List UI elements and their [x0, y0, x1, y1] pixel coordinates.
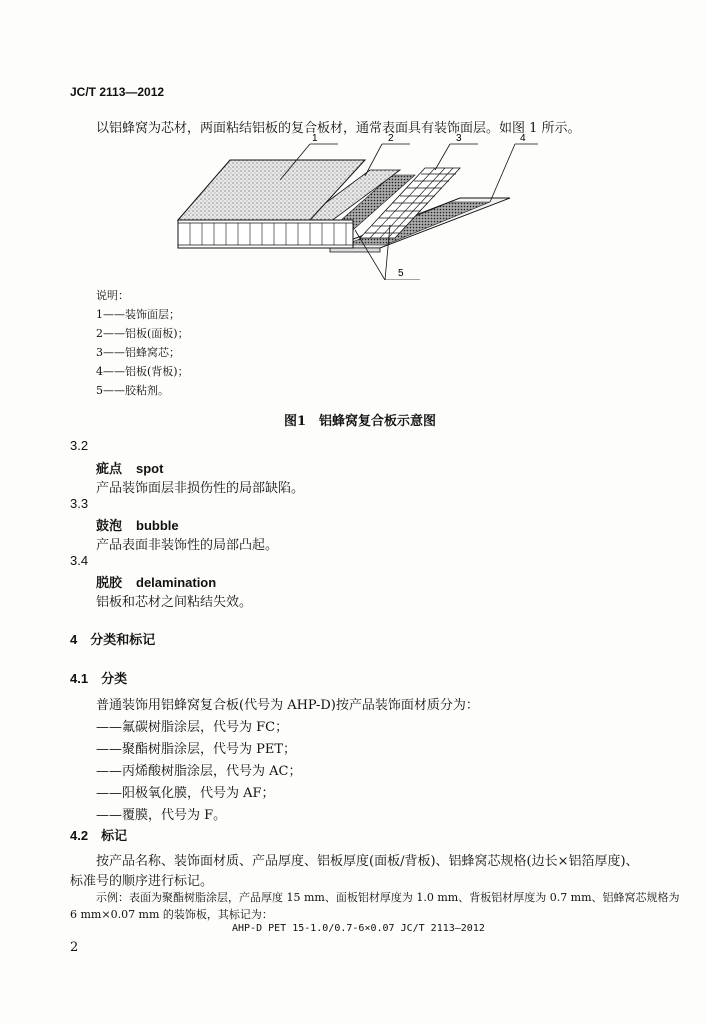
- panel-cross-section: [178, 220, 353, 248]
- marking-example: 示例：表面为聚酯树脂涂层，产品厚度 15 mm、面板铝材厚度为 1.0 mm、背板铝材厚度为 0.7 mm、铝蜂窝芯规格为: [96, 891, 680, 904]
- marking-paragraph-cont: 标准号的顺序进行标记。: [70, 874, 214, 889]
- term-zh: 疵点: [96, 462, 123, 477]
- legend-title: 说明：: [96, 289, 129, 302]
- legend-item: 5——胶粘剂。: [96, 384, 169, 397]
- classification-intro: 普通装饰用铝蜂窝复合板(代号为 AHP-D)按产品装饰面材质分为：: [96, 698, 479, 713]
- callout-2: 2: [388, 133, 394, 144]
- term-en: delamination: [136, 575, 217, 590]
- term-en: bubble: [136, 518, 179, 533]
- section-4-1-title: 4.1 分类: [70, 671, 128, 686]
- section-4-title: 4 分类和标记: [70, 632, 156, 647]
- callout-4: 4: [520, 133, 526, 144]
- intro-paragraph: 以铝蜂窝为芯材，两面粘结铝板的复合板材，通常表面具有装饰面层。如图 1 所示。: [96, 121, 581, 136]
- term-heading: [96, 572, 216, 591]
- standard-code: JC/T 2113—2012: [70, 85, 165, 99]
- marking-paragraph: 按产品名称、装饰面材质、产品厚度、铝板厚度(面板/背板)、铝蜂窝芯规格(边长×铝箔厚度)、: [96, 854, 639, 869]
- legend-item: 1——装饰面层；: [96, 308, 180, 321]
- classification-item: ——丙烯酸树脂涂层，代号为 AC；: [96, 764, 302, 779]
- legend-item: 4——铝板(背板)；: [96, 365, 189, 378]
- term-zh: 脱胶: [96, 576, 123, 591]
- callout-1: 1: [312, 133, 318, 144]
- figure-caption: 图1 铝蜂窝复合板示意图: [284, 414, 437, 429]
- term-heading: [96, 458, 163, 477]
- callout-3: 3: [456, 133, 462, 144]
- classification-item: ——阳极氧化膜，代号为 AF；: [96, 786, 275, 801]
- page-number: 2: [70, 940, 79, 955]
- term-definition: 产品表面非装饰性的局部凸起。: [96, 538, 279, 553]
- marking-code: AHP-D PET 15-1.0/0.7-6×0.07 JC/T 2113—2012: [232, 923, 485, 934]
- classification-item: ——覆膜，代号为 F。: [96, 808, 227, 823]
- classification-item: ——氟碳树脂涂层，代号为 FC；: [96, 720, 289, 735]
- term-definition: 产品装饰面层非损伤性的局部缺陷。: [96, 481, 305, 496]
- term-heading: [96, 515, 179, 534]
- term-number: 3.2: [70, 438, 89, 453]
- legend-item: 3——铝蜂窝芯；: [96, 346, 180, 359]
- term-zh: 鼓泡: [96, 519, 123, 534]
- honeycomb-panel-figure: [160, 130, 540, 280]
- callout-5: 5: [398, 268, 404, 279]
- marking-example-cont: 6 mm×0.07 mm 的装饰板，其标记为：: [70, 908, 273, 921]
- section-4-2-title: 4.2 标记: [70, 828, 128, 843]
- term-en: spot: [136, 461, 164, 476]
- term-number: 3.4: [70, 553, 89, 568]
- term-number: 3.3: [70, 496, 89, 511]
- term-definition: 铝板和芯材之间粘结失效。: [96, 595, 253, 610]
- classification-item: ——聚酯树脂涂层，代号为 PET；: [96, 742, 297, 757]
- legend-item: 2——铝板(面板)；: [96, 327, 189, 340]
